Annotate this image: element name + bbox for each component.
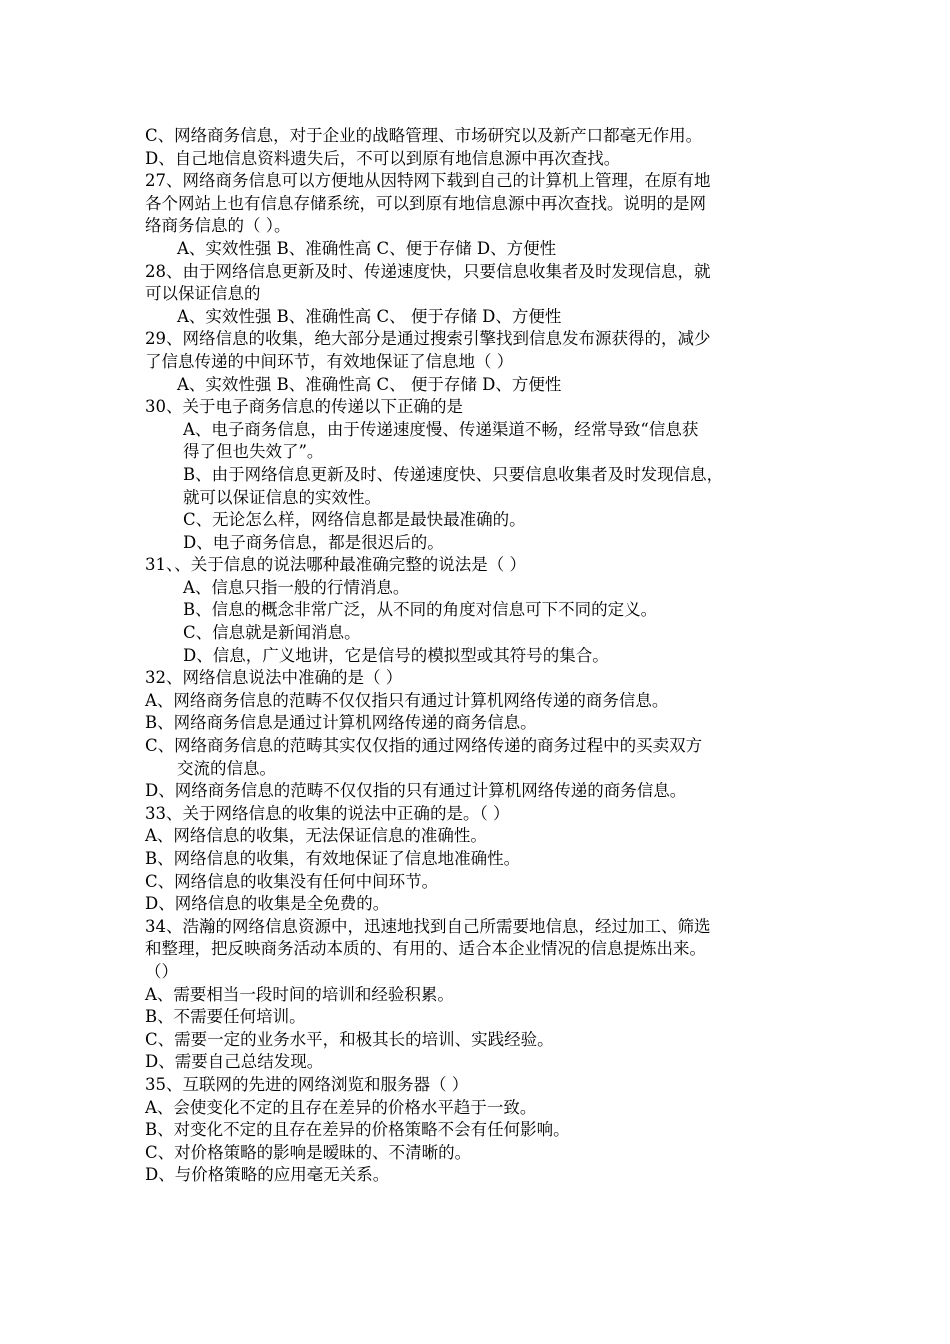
text-line: D、网络商务信息的范畴不仅仅指的只有通过计算机网络传递的商务信息。 xyxy=(145,781,687,801)
text-line: （） xyxy=(145,961,178,981)
text-line: B、网络商务信息是通过计算机网络传递的商务信息。 xyxy=(145,713,537,733)
text-line: 32、网络信息说法中准确的是（ ） xyxy=(145,668,403,688)
text-line: C、对价格策略的影响是暧昧的、不清晰的。 xyxy=(145,1142,472,1162)
text-line: 络商务信息的（ ）。 xyxy=(145,216,291,236)
text-line: D、电子商务信息，都是很迟后的。 xyxy=(183,532,444,552)
text-line: 和整理，把反映商务活动本质的、有用的、适合本企业情况的信息提炼出来。 xyxy=(145,939,706,959)
text-line: B、不需要任何培训。 xyxy=(145,1007,306,1027)
text-line: A、网络信息的收集，无法保证信息的准确性。 xyxy=(145,826,487,846)
text-line: 得了但也失效了”。 xyxy=(183,442,324,462)
text-line: D、与价格策略的应用毫无关系。 xyxy=(145,1165,390,1185)
text-line: 交流的信息。 xyxy=(177,758,276,778)
text-line: 各个网站上也有信息存储系统，可以到原有地信息源中再次查找。说明的是网 xyxy=(145,193,706,213)
text-line: A、实效性强 B、准确性高 C、 便于存储 D、方便性 xyxy=(177,306,562,326)
text-line: A、实效性强 B、准确性高 C、 便于存储 D、方便性 xyxy=(177,374,562,394)
text-line: B、信息的概念非常广泛，从不同的角度对信息可下不同的定义。 xyxy=(183,600,658,620)
text-line: 31、、关于信息的说法哪种最准确完整的说法是（ ） xyxy=(145,555,526,575)
text-line: 29、网络信息的收集，绝大部分是通过搜索引擎找到信息发布源获得的，减少 xyxy=(145,329,711,349)
text-line: 33、关于网络信息的收集的说法中正确的是。（ ） xyxy=(145,803,510,823)
document-body xyxy=(145,125,825,1187)
text-line: A、需要相当一段时间的培训和经验积累。 xyxy=(145,984,454,1004)
text-line: B、网络信息的收集，有效地保证了信息地准确性。 xyxy=(145,849,521,868)
text-line: A、电子商务信息，由于传递速度慢、传递渠道不畅，经常导致“信息获 xyxy=(183,419,699,439)
text-line: D、信息，广义地讲，它是信号的模拟型或其符号的集合。 xyxy=(183,645,609,665)
text-line: A、信息只指一般的行情消息。 xyxy=(183,577,410,597)
text-line: C、网络信息的收集没有任何中间环节。 xyxy=(145,871,439,891)
text-line: D、自己地信息资料遗失后，不可以到原有地信息源中再次查找。 xyxy=(145,148,621,168)
text-line: 35、互联网的先进的网络浏览和服务器（ ） xyxy=(145,1074,469,1094)
text-line: B、对变化不定的且存在差异的价格策略不会有任何影响。 xyxy=(145,1120,570,1140)
text-line: C、需要一定的业务水平，和极其长的培训、实践经验。 xyxy=(145,1029,554,1049)
text-line: 34、浩瀚的网络信息资源中，迅速地找到自己所需要地信息，经过加工、筛选 xyxy=(145,916,711,936)
text-line: C、网络商务信息的范畴其实仅仅指的通过网络传递的商务过程中的买卖双方 xyxy=(145,736,703,756)
text-line: 27、网络商务信息可以方便地从因特网下载到自己的计算机上管理，在原有地 xyxy=(145,171,711,191)
text-line: 了信息传递的中间环节，有效地保证了信息地（ ） xyxy=(145,351,514,371)
text-line: C、网络商务信息，对于企业的战略管理、市场研究以及新产口都毫无作用。 xyxy=(145,126,703,145)
text-line: A、网络商务信息的范畴不仅仅指只有通过计算机网络传递的商务信息。 xyxy=(145,690,669,710)
text-line: 28、由于网络信息更新及时、传递速度快，只要信息收集者及时发现信息，就 xyxy=(145,261,711,281)
text-line: A、会使变化不定的且存在差异的价格水平趋于一致。 xyxy=(145,1097,537,1117)
text-line: 30、关于电子商务信息的传递以下正确的是 xyxy=(145,397,463,417)
text-line: A、实效性强 B、准确性高 C、便于存储 D、方便性 xyxy=(177,238,557,258)
text-line: 可以保证信息的 xyxy=(145,284,261,304)
text-line: C、无论怎么样，网络信息都是最快最准确的。 xyxy=(183,510,526,530)
text-line: 就可以保证信息的实效性。 xyxy=(183,487,381,507)
text-line: C、信息就是新闻消息。 xyxy=(183,623,361,643)
text-line: D、需要自己总结发现。 xyxy=(145,1052,324,1072)
text-line: B、由于网络信息更新及时、传递速度快、只要信息收集者及时发现信息， xyxy=(183,464,724,484)
text-line: D、网络信息的收集是全免费的。 xyxy=(145,894,390,914)
